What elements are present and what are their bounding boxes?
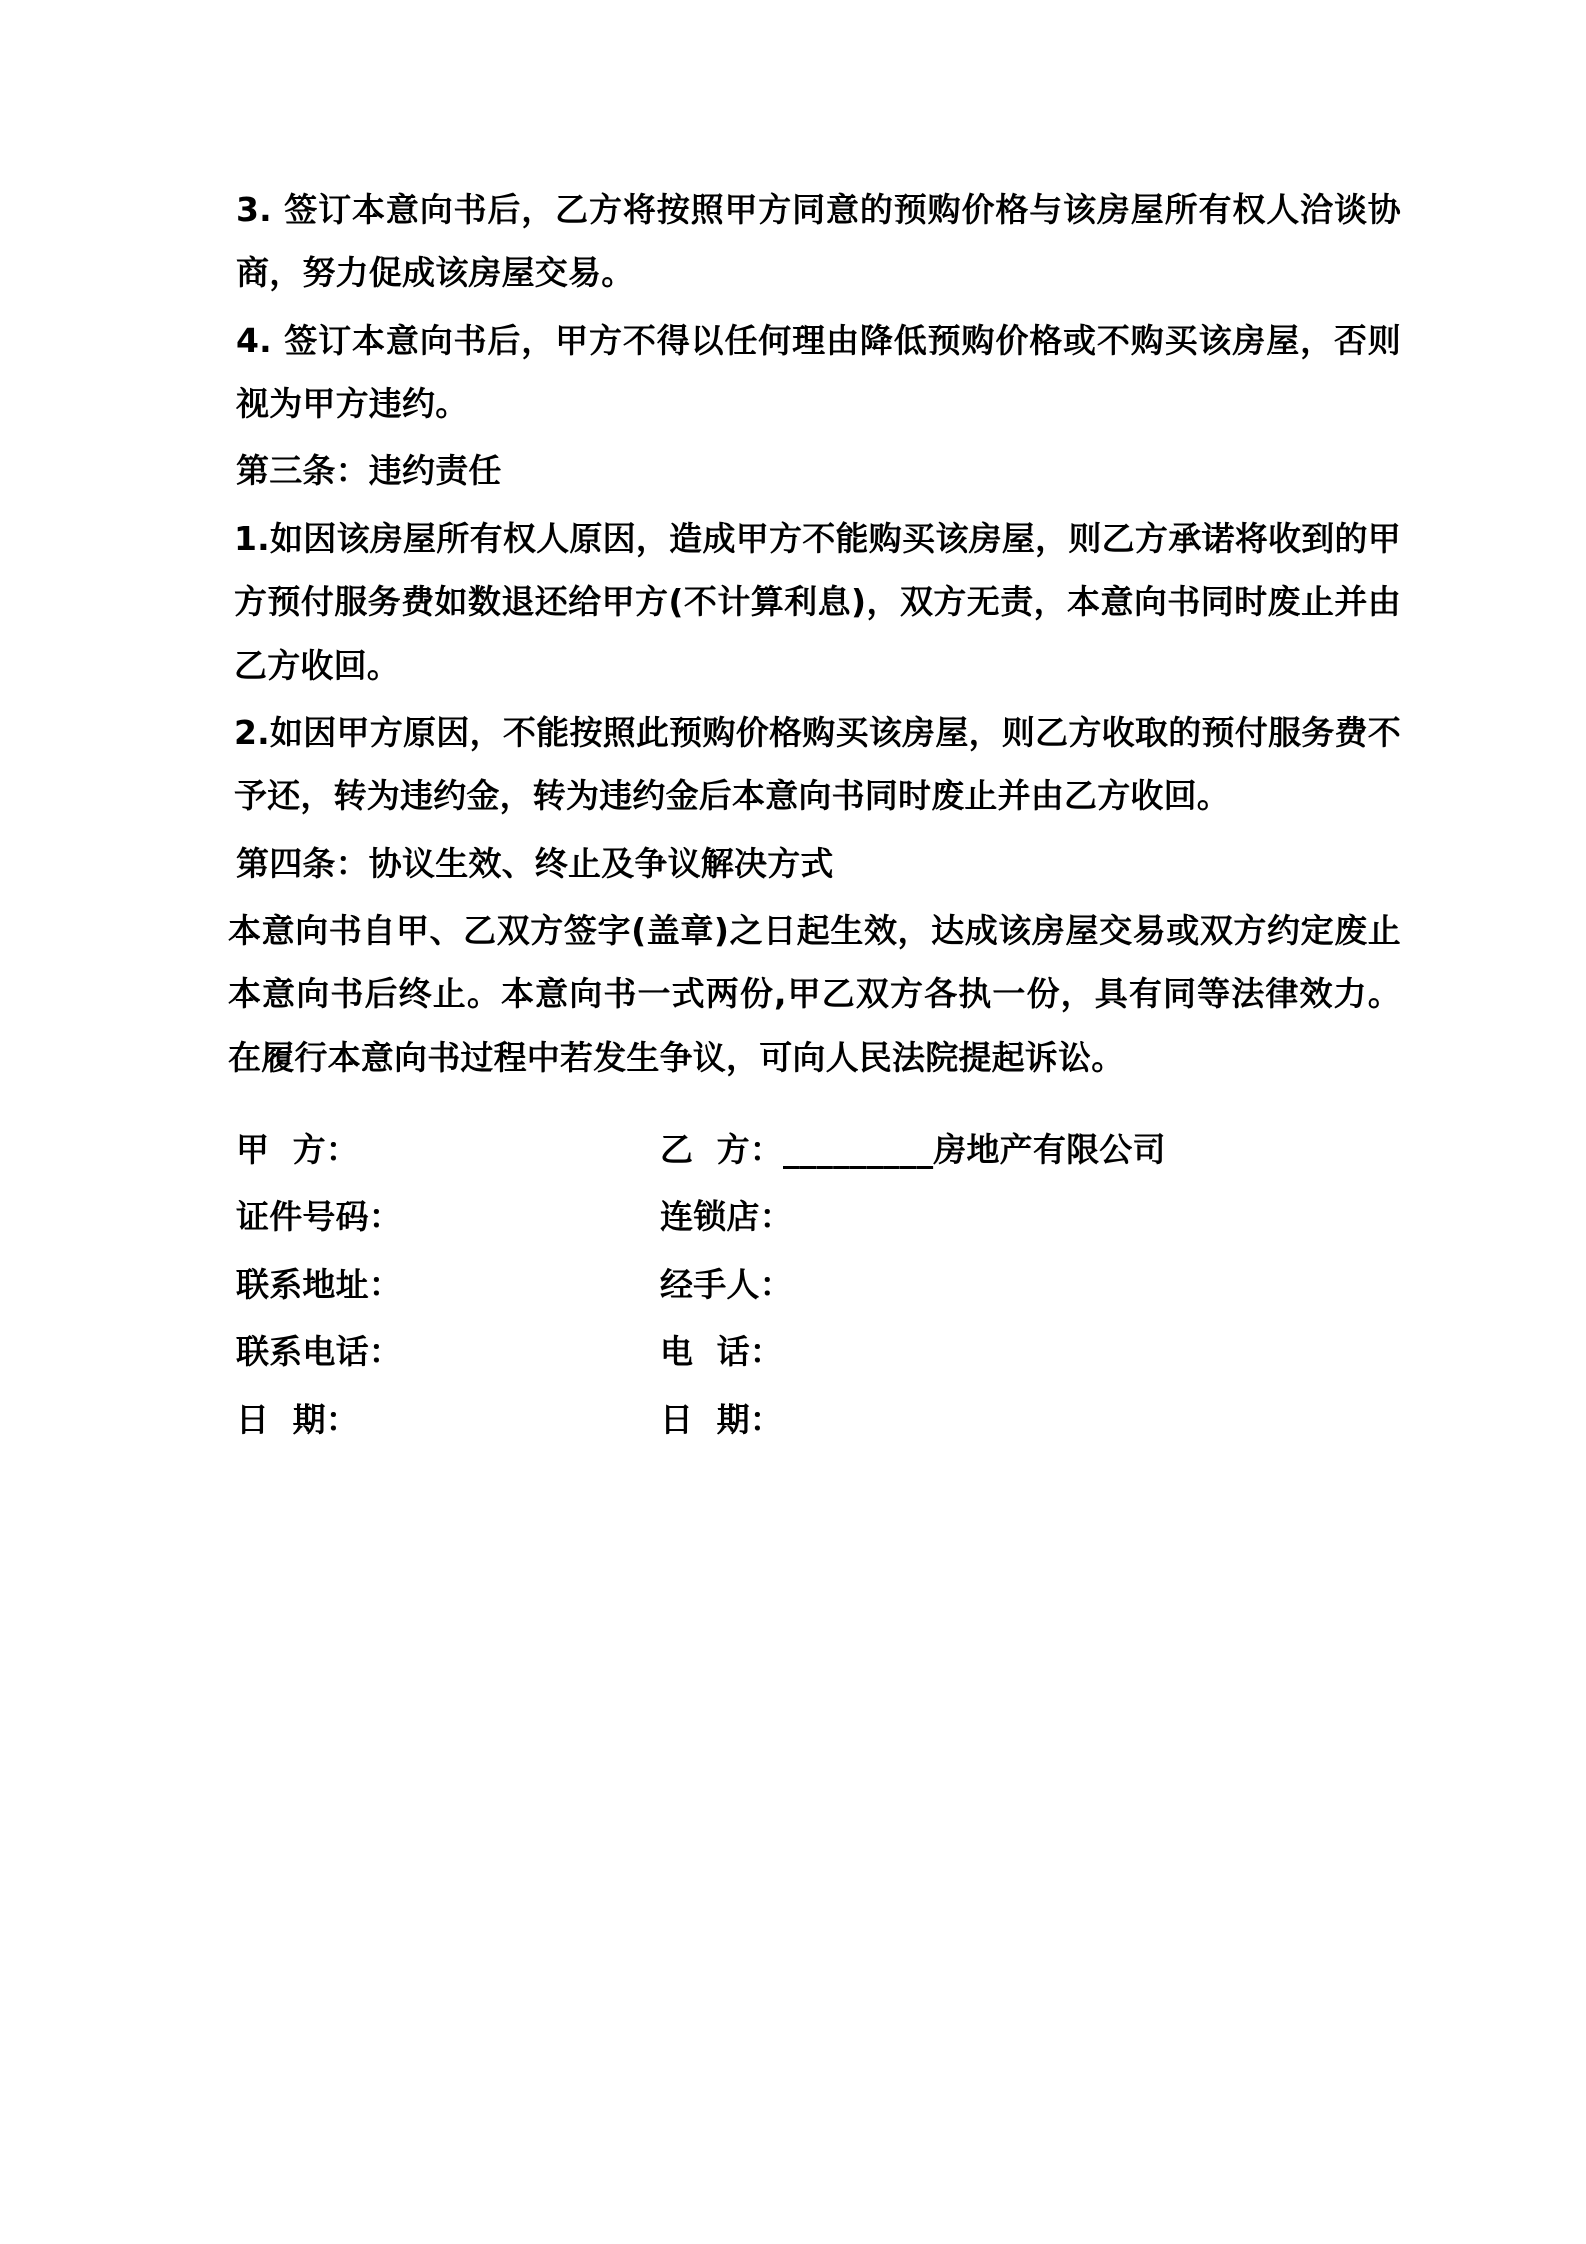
signature-row	[228, 1190, 1401, 1243]
section-heading-four: 第四条：协议生效、终止及争议解决方式	[236, 843, 834, 883]
signature-date-a-label: 日 期：	[236, 1399, 359, 1439]
signature-address-label: 联系地址：	[236, 1264, 402, 1304]
paragraph-clause4-item1: 本意向书自甲、乙双方签字(盖章)之日起生效，达成该房屋交易或双方约定废止本意向书后终止。本意向书一式两份,甲乙双方各执一份，具有同等法律效力。在履行本意向书过程中若发生争议，可向人民法院提起诉讼。	[228, 910, 1401, 1077]
signature-party-b-label: 乙 方：_________房地产有限公司	[660, 1130, 1166, 1170]
signature-id-number-label: 证件号码：	[236, 1197, 402, 1237]
paragraph-clause3-item1: 1.如因该房屋所有权人原因，造成甲方不能购买该房屋，则乙方承诺将收到的甲方预付服务费如数退还给甲方(不计算利息)，双方无责，本意向书同时废止并由乙方收回。	[234, 518, 1401, 685]
section-heading-three: 第三条：违约责任	[236, 451, 502, 491]
signature-chain-store-label: 连锁店：	[660, 1197, 793, 1237]
paragraph-clause2-item3: 3. 签订本意向书后，乙方将按照甲方同意的预购价格与该房屋所有权人洽谈协商，努力促成该房屋交易。	[236, 190, 1401, 293]
signature-party-a-label: 甲 方：	[236, 1130, 359, 1170]
signature-row	[228, 1123, 1401, 1176]
signature-row	[228, 1258, 1401, 1311]
paragraph-clause2-item4: 4. 签订本意向书后，甲方不得以任何理由降低预购价格或不购买该房屋，否则视为甲方违约。	[236, 320, 1401, 424]
signature-agent-label: 经手人：	[660, 1264, 793, 1304]
paragraph-clause3-item2: 2.如因甲方原因，不能按照此预购价格购买该房屋，则乙方收取的预付服务费不予还，转为违约金，转为违约金后本意向书同时废止并由乙方收回。	[234, 712, 1401, 816]
signature-row	[228, 1325, 1401, 1378]
signature-row	[228, 1393, 1401, 1446]
signature-date-b-label: 日 期：	[660, 1399, 783, 1439]
signature-phone-b-label: 电 话：	[660, 1332, 783, 1372]
signature-block	[228, 1123, 1401, 1446]
document-body	[228, 178, 1401, 1446]
signature-phone-a-label: 联系电话：	[236, 1332, 402, 1372]
